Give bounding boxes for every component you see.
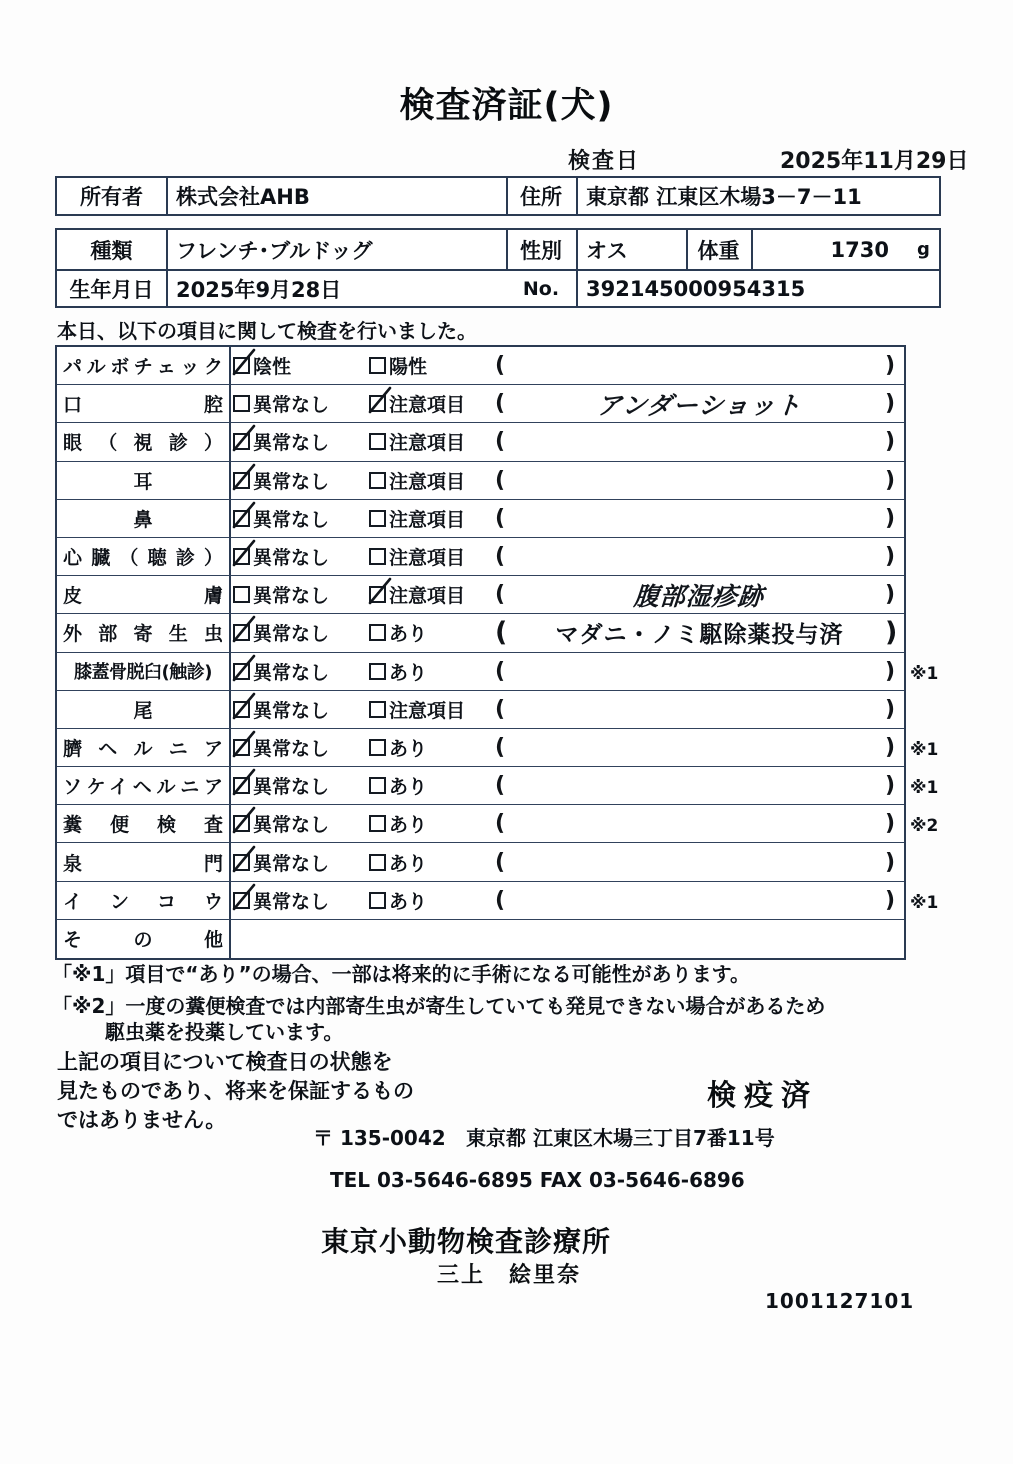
checkbox-box-icon (233, 433, 250, 450)
checklist-option-2[interactable] (369, 576, 465, 613)
column-divider (229, 920, 231, 958)
note-paren-left: ( (495, 544, 506, 570)
checkbox-2[interactable] (369, 472, 386, 489)
checkbox-2[interactable] (369, 739, 386, 756)
checkbox-1[interactable] (233, 815, 250, 832)
note-paren-left: ( (495, 773, 506, 799)
checklist-option-1-label: 異常なし (253, 661, 330, 684)
checkbox-box-icon (369, 357, 386, 374)
checklist-option-1[interactable] (233, 653, 329, 690)
checklist-option-2-label: 陽性 (389, 356, 428, 379)
footnote-marker: ※1 (910, 663, 939, 684)
checkbox-box-icon (233, 701, 250, 718)
checkbox-box-icon (233, 815, 250, 832)
checklist-option-1[interactable] (233, 347, 291, 384)
checklist-option-1-label: 異常なし (253, 470, 330, 493)
checklist-option-2-label: 注意項目 (389, 547, 466, 570)
exam-date-line (0, 144, 1013, 172)
checklist-row-label-text: 尾 (133, 699, 153, 722)
checklist-option-1-label: 異常なし (253, 814, 330, 837)
breed-value: フレンチ･ブルドッグ (176, 238, 373, 263)
note-paren-right: ) (885, 467, 896, 493)
checklist-note-text: マダニ・ノミ駆除薬投与済 (555, 622, 844, 649)
checklist-row-label-text: その他 (63, 929, 223, 952)
breed-label: 種類 (90, 238, 133, 263)
checklist-row-label (57, 691, 229, 728)
checkbox-2[interactable] (369, 395, 386, 412)
note-paren-left: ( (495, 849, 506, 875)
checklist-option-2[interactable] (369, 691, 465, 728)
checklist-row-label (57, 920, 229, 958)
note-paren-right: ) (885, 429, 896, 455)
checklist-row-label (57, 462, 229, 499)
checklist-option-2[interactable] (369, 538, 465, 575)
checklist-row (57, 500, 904, 538)
checkbox-box-icon (369, 433, 386, 450)
column-divider (229, 576, 231, 613)
checklist-option-2-label: 注意項目 (389, 585, 466, 608)
checklist-note (517, 385, 882, 422)
note-paren-right: ) (885, 582, 896, 608)
checklist-option-2[interactable] (369, 843, 427, 880)
checklist-row (57, 347, 904, 385)
footnote-marker: ※1 (910, 778, 939, 799)
checklist-option-2[interactable] (369, 462, 465, 499)
checklist-option-1[interactable] (233, 767, 329, 804)
checkbox-2[interactable] (369, 357, 386, 374)
column-divider (229, 423, 231, 460)
checklist-row-label (57, 614, 229, 651)
checkbox-1[interactable] (233, 586, 250, 603)
checkbox-2[interactable] (369, 624, 386, 641)
checkbox-box-icon (233, 510, 250, 527)
checklist-row-label-text: 膝蓋骨脱臼(触診) (74, 662, 212, 684)
checklist-option-2-label: あり (389, 890, 428, 913)
checklist-row-label (57, 882, 229, 919)
checklist-row-label-text: 糞便検査 (63, 814, 223, 837)
checklist-row-label (57, 767, 229, 804)
checkbox-1[interactable] (233, 548, 250, 565)
checkbox-box-icon (369, 548, 386, 565)
note-paren-left: ( (495, 658, 506, 684)
checkbox-box-icon (233, 548, 250, 565)
column-divider (229, 385, 231, 422)
note-paren-right: ) (885, 849, 896, 875)
checklist-row (57, 385, 904, 423)
note-paren-left: ( (495, 582, 506, 608)
note-paren-left: ( (495, 353, 506, 379)
checklist-row (57, 805, 904, 843)
checkbox-box-icon (369, 777, 386, 794)
checklist-option-1-label: 異常なし (253, 394, 330, 417)
note-paren-left: ( (495, 429, 506, 455)
checklist-option-2-label: あり (389, 623, 428, 646)
checklist-row (57, 653, 904, 691)
checkbox-1[interactable] (233, 395, 250, 412)
checklist-option-1[interactable] (233, 538, 329, 575)
column-divider (229, 843, 231, 880)
checkbox-1[interactable] (233, 357, 250, 374)
checklist-option-2[interactable] (369, 882, 427, 919)
checkbox-2[interactable] (369, 815, 386, 832)
checklist-row (57, 729, 904, 767)
birth-label: 生年月日 (69, 277, 154, 302)
checklist-row (57, 843, 904, 881)
note-paren-left: ( (495, 887, 506, 913)
checkbox-box-icon (369, 663, 386, 680)
checkbox-box-icon (233, 357, 250, 374)
checkbox-1[interactable] (233, 510, 250, 527)
note-paren-left: ( (495, 696, 506, 722)
checkbox-box-icon (369, 701, 386, 718)
column-divider (229, 538, 231, 575)
checklist-row (57, 882, 904, 920)
sex-value: オス (586, 238, 628, 263)
checklist-option-1-label: 異常なし (253, 623, 330, 646)
checklist-option-2-label: あり (389, 737, 428, 760)
note-paren-left: ( (495, 734, 506, 760)
checkbox-2[interactable] (369, 854, 386, 871)
column-divider (229, 500, 231, 537)
note-paren-right: ) (885, 353, 896, 379)
checklist-option-2[interactable] (369, 614, 427, 651)
checkbox-2[interactable] (369, 663, 386, 680)
note-paren-right: ) (885, 505, 896, 531)
clinic-address: 東京都 江東区木場三丁目7番11号 (466, 1126, 775, 1150)
checkbox-box-icon (233, 624, 250, 641)
checklist-option-1[interactable] (233, 462, 329, 499)
disclaimer-line-3: ではありません。 (57, 1108, 227, 1132)
checklist-option-1-label: 異常なし (253, 547, 330, 570)
checklist-row-label-text: 外部寄生虫 (63, 623, 223, 646)
checkbox-box-icon (233, 892, 250, 909)
checklist-option-1-label: 異常なし (253, 852, 330, 875)
checklist-row-label (57, 843, 229, 880)
checkbox-1[interactable] (233, 624, 250, 641)
checklist-option-1[interactable] (233, 614, 329, 651)
column-divider (229, 767, 231, 804)
page-title: 検査済証(犬) (399, 86, 614, 126)
checkbox-box-icon (369, 510, 386, 527)
checklist-row-label-text: 耳 (133, 470, 153, 493)
note-paren-right: ) (885, 887, 896, 913)
address-value: 東京都 江東区木場3－7－11 (586, 185, 862, 209)
checklist-option-2-label: あり (389, 776, 428, 799)
checklist-option-1[interactable] (233, 729, 329, 766)
checkbox-box-icon (369, 624, 386, 641)
checklist-option-1[interactable] (233, 576, 329, 613)
checklist-option-1-label: 異常なし (253, 508, 330, 531)
checklist-note (517, 614, 882, 651)
weight-label: 体重 (697, 238, 740, 263)
sex-label: 性別 (520, 238, 562, 263)
no-label: No. (522, 277, 560, 300)
checkbox-1[interactable] (233, 854, 250, 871)
checkbox-1[interactable] (233, 663, 250, 680)
checklist-note-text: アンダーショット (595, 390, 803, 420)
note-paren-left: ( (495, 505, 506, 531)
checklist-note (517, 576, 882, 613)
note-paren-left: ( (495, 467, 506, 493)
checklist-option-2-label: あり (389, 814, 428, 837)
checklist-option-1-label: 異常なし (253, 699, 330, 722)
checklist-note-text: 腹部湿疹跡 (633, 581, 766, 611)
column-divider (229, 347, 231, 384)
note-paren-right: ) (885, 773, 896, 799)
quarantine-stamp: 検疫済 (707, 1078, 819, 1112)
checklist-row-label-text: 皮膚 (63, 585, 223, 608)
no-value: 392145000954315 (586, 276, 806, 301)
checklist-row-label-text: インコウ (63, 890, 223, 913)
checklist-option-2[interactable] (369, 500, 465, 537)
checklist-row-label (57, 805, 229, 842)
column-divider (229, 653, 231, 690)
checkbox-2[interactable] (369, 548, 386, 565)
checklist-row (57, 614, 904, 652)
checkbox-box-icon (233, 854, 250, 871)
birth-value: 2025年9月28日 (176, 277, 342, 302)
checklist-row-label-text: 臍ヘルニア (63, 737, 223, 760)
column-divider (229, 614, 231, 651)
checkbox-1[interactable] (233, 701, 250, 718)
checkbox-1[interactable] (233, 777, 250, 794)
checklist-option-1-label: 異常なし (253, 585, 330, 608)
checklist-option-2[interactable] (369, 653, 427, 690)
animal-table (55, 228, 941, 308)
checklist-row (57, 538, 904, 576)
checklist-option-2-label: あり (389, 852, 428, 875)
checklist-option-1-label: 異常なし (253, 776, 330, 799)
checkbox-box-icon (233, 777, 250, 794)
checkbox-box-icon (369, 892, 386, 909)
checkbox-2[interactable] (369, 586, 386, 603)
checkbox-box-icon (233, 586, 250, 603)
checklist-row-label (57, 423, 229, 460)
checklist-option-1[interactable] (233, 805, 329, 842)
checklist-row-label-text: 眼（視診） (63, 432, 223, 455)
checklist-row-label (57, 385, 229, 422)
checkbox-box-icon (233, 663, 250, 680)
checklist-option-2-label: 注意項目 (389, 470, 466, 493)
checklist-row (57, 462, 904, 500)
checkbox-1[interactable] (233, 892, 250, 909)
checklist-option-2[interactable] (369, 347, 427, 384)
note-paren-right: ) (885, 734, 896, 760)
checkbox-1[interactable] (233, 739, 250, 756)
column-divider (229, 805, 231, 842)
checklist-option-2[interactable] (369, 767, 427, 804)
column-divider (229, 691, 231, 728)
footnote-1: 「※1」項目で“あり”の場合、一部は将来的に手術になる可能性があります。 (52, 962, 751, 986)
checklist-option-2[interactable] (369, 729, 427, 766)
checkbox-1[interactable] (233, 433, 250, 450)
checklist-option-2-label: 注意項目 (389, 508, 466, 531)
owner-value: 株式会社AHB (176, 185, 310, 209)
checklist-row-label-text: 口腔 (63, 394, 223, 417)
exam-date-value: 2025年11月29日 (780, 149, 969, 174)
checklist-row (57, 423, 904, 461)
checklist-row-label-text: 鼻 (133, 508, 153, 531)
checkbox-box-icon (369, 854, 386, 871)
checklist-option-1[interactable] (233, 882, 329, 919)
checklist-option-1[interactable] (233, 423, 329, 460)
checkbox-2[interactable] (369, 892, 386, 909)
column-divider (229, 462, 231, 499)
checkbox-1[interactable] (233, 472, 250, 489)
checklist-row-label (57, 500, 229, 537)
checklist-option-2-label: 注意項目 (389, 394, 466, 417)
note-paren-left: ( (495, 617, 508, 649)
exam-date-label: 検査日 (568, 149, 641, 174)
inspector-name: 三上 絵里奈 (437, 1263, 582, 1288)
footnote-marker: ※1 (910, 892, 939, 913)
clinic-postal: 〒 135-0042 (313, 1126, 446, 1150)
checklist-option-1-label: 陰性 (253, 356, 292, 379)
column-divider (229, 729, 231, 766)
checklist-row-label-text: パルボチェック (63, 356, 223, 379)
weight-unit: g (917, 239, 930, 260)
footnote-marker: ※1 (910, 740, 939, 760)
checklist-option-1[interactable] (233, 385, 329, 422)
checklist-row (57, 920, 904, 958)
note-paren-right: ) (885, 391, 896, 417)
checklist-option-1[interactable] (233, 500, 329, 537)
checklist-option-1[interactable] (233, 691, 329, 728)
checklist-option-2-label: あり (389, 661, 428, 684)
owner-table (55, 176, 941, 216)
note-paren-right: ) (885, 544, 896, 570)
checkbox-2[interactable] (369, 510, 386, 527)
owner-label: 所有者 (80, 185, 143, 209)
checklist-row (57, 576, 904, 614)
checklist-row-label-text: 心臓（聴診） (63, 547, 223, 570)
checklist-row-label (57, 347, 229, 384)
checklist-option-2[interactable] (369, 423, 465, 460)
document-serial: 1001127101 (765, 1289, 915, 1313)
disclaimer-line-1: 上記の項目について検査日の状態を (57, 1050, 393, 1074)
intro-text: 本日、以下の項目に関して検査を行いました。 (57, 319, 477, 343)
checkbox-box-icon (369, 815, 386, 832)
checklist-option-2[interactable] (369, 385, 465, 422)
address-label: 住所 (520, 185, 562, 209)
checklist-option-2[interactable] (369, 805, 427, 842)
checklist-option-2-label: 注意項目 (389, 699, 466, 722)
checkbox-box-icon (233, 739, 250, 756)
checkbox-box-icon (233, 395, 250, 412)
weight-value: 1730 (830, 237, 889, 262)
checklist-row-label (57, 653, 229, 690)
checklist-row-label (57, 538, 229, 575)
note-paren-left: ( (495, 811, 506, 837)
inspection-checklist (55, 345, 906, 960)
checkbox-box-icon (369, 472, 386, 489)
footnote-marker: ※2 (910, 816, 939, 837)
checkbox-box-icon (369, 586, 386, 603)
checklist-row-label-text: 泉門 (63, 852, 223, 875)
checklist-row-label (57, 576, 229, 613)
checkbox-2[interactable] (369, 777, 386, 794)
note-paren-right: ) (885, 696, 896, 722)
checklist-option-1-label: 異常なし (253, 432, 330, 455)
disclaimer-line-2: 見たものであり、将来を保証するもの (57, 1079, 414, 1103)
footnote-3: 駆虫薬を投薬しています。 (105, 1020, 344, 1044)
checklist-row-label-text: ソケイヘルニア (63, 776, 223, 799)
checkbox-2[interactable] (369, 701, 386, 718)
checkbox-box-icon (369, 395, 386, 412)
checklist-option-1[interactable] (233, 843, 329, 880)
checkbox-2[interactable] (369, 433, 386, 450)
checklist-option-2-label: 注意項目 (389, 432, 466, 455)
checklist-option-1-label: 異常なし (253, 737, 330, 760)
checkbox-box-icon (369, 739, 386, 756)
checklist-row (57, 767, 904, 805)
checklist-row (57, 691, 904, 729)
note-paren-right: ) (885, 617, 898, 649)
footnote-2: 「※2」一度の糞便検査では内部寄生虫が寄生していても発見できない場合があるため (52, 994, 826, 1018)
note-paren-right: ) (885, 658, 896, 684)
column-divider (229, 882, 231, 919)
note-paren-left: ( (495, 391, 506, 417)
clinic-name: 東京小動物検査診療所 (321, 1225, 612, 1258)
clinic-tel-fax: TEL 03-5646-6895 FAX 03-5646-6896 (330, 1168, 745, 1192)
checkbox-box-icon (233, 472, 250, 489)
checklist-option-1-label: 異常なし (253, 890, 330, 913)
checklist-row-label (57, 729, 229, 766)
note-paren-right: ) (885, 811, 896, 837)
